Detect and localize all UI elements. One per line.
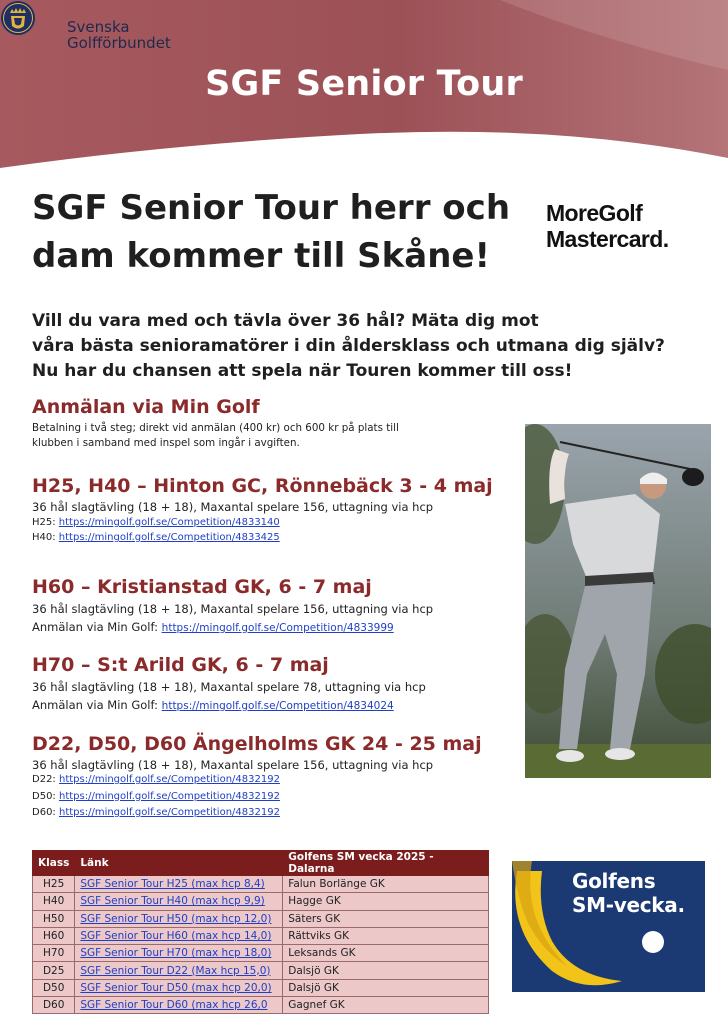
class-cell: H60	[33, 927, 75, 944]
table-row	[33, 910, 489, 927]
class-cell: D60	[33, 997, 75, 1014]
moregolf-mastercard-logo	[546, 200, 669, 252]
table-header-row	[33, 851, 489, 876]
event-links	[32, 515, 280, 545]
event-link-row	[32, 772, 280, 789]
table-row	[33, 962, 489, 979]
event-link-row	[32, 619, 394, 636]
event-links	[32, 772, 280, 822]
signup-text-line-2: klubben i samband med inspel som ingår i avgiften.	[32, 437, 300, 449]
event-links	[32, 619, 394, 636]
link-prefix: H25:	[32, 517, 59, 528]
venue-cell: Leksands GK	[283, 945, 489, 962]
event-title: H70 – S:t Arild GK, 6 - 7 maj	[32, 654, 329, 676]
event-links	[32, 697, 394, 714]
competition-link[interactable]: https://mingolf.golf.se/Competition/4834024	[161, 700, 394, 712]
class-cell: H50	[33, 910, 75, 927]
sm-line-2: SM-vecka.	[572, 893, 685, 917]
link-prefix: D50:	[32, 790, 59, 802]
table-row	[33, 893, 489, 910]
event-link-row	[32, 697, 394, 714]
golfens-sm-vecka-logo	[512, 861, 705, 992]
brand-line-2: Golfförbundet	[67, 34, 171, 52]
class-cell: D50	[33, 979, 75, 996]
tour-link[interactable]: SGF Senior Tour D60 (max hcp 26,0	[80, 999, 268, 1012]
venue-cell: Hagge GK	[283, 893, 489, 910]
event-desc: 36 hål slagtävling (18 + 18), Maxantal spelare 156, uttagning via hcp	[32, 602, 434, 616]
sm-line-1: Golfens	[572, 869, 656, 893]
link-prefix: Anmälan via Min Golf:	[32, 698, 162, 712]
headline	[32, 184, 512, 280]
link-prefix: D60:	[32, 807, 59, 818]
venue-cell: Gagnef GK	[283, 997, 489, 1014]
link-cell	[75, 945, 283, 962]
venue-cell: Falun Borlänge GK	[283, 876, 489, 893]
intro-text	[32, 309, 665, 384]
table-row	[33, 876, 489, 893]
sgf-crest-icon	[0, 0, 36, 36]
event-title: H60 – Kristianstad GK, 6 - 7 maj	[32, 576, 372, 598]
event-link-row	[32, 805, 280, 822]
page-title: SGF Senior Tour	[205, 64, 523, 104]
competition-link[interactable]: https://mingolf.golf.se/Competition/4832192	[58, 774, 280, 785]
signup-title: Anmälan via Min Golf	[32, 396, 260, 418]
link-cell	[75, 962, 283, 979]
link-cell	[75, 893, 283, 910]
table-row	[33, 927, 489, 944]
competition-link[interactable]: https://mingolf.golf.se/Competition/4832192	[58, 790, 280, 802]
event-title: H25, H40 – Hinton GC, Rönnebäck 3 - 4 maj	[32, 475, 493, 497]
tour-link[interactable]: SGF Senior Tour D22 (Max hcp 15,0)	[80, 964, 271, 977]
tour-link[interactable]: SGF Senior Tour D50 (max hcp 20,0)	[80, 981, 272, 994]
event-desc: 36 hål slagtävling (18 + 18), Maxantal spelare 78, uttagning via hcp	[32, 680, 426, 694]
column-header: Länk	[75, 851, 283, 876]
link-cell	[75, 876, 283, 893]
venue-cell: Rättviks GK	[283, 927, 489, 944]
table-row	[33, 945, 489, 962]
tour-link[interactable]: SGF Senior Tour H25 (max hcp 8,4)	[80, 878, 265, 891]
link-cell	[75, 997, 283, 1014]
competition-link[interactable]: https://mingolf.golf.se/Competition/4833425	[58, 532, 280, 543]
event-link-row	[32, 530, 280, 545]
competition-link[interactable]: https://mingolf.golf.se/Competition/4833999	[161, 622, 394, 634]
event-title: D22, D50, D60 Ängelholms GK 24 - 25 maj	[32, 733, 482, 755]
sm-vecka-text	[572, 869, 685, 917]
class-cell: H70	[33, 945, 75, 962]
signup-text	[32, 421, 399, 451]
golfer-photo	[525, 424, 711, 778]
competition-link[interactable]: https://mingolf.golf.se/Competition/4833140	[58, 517, 280, 528]
tour-link[interactable]: SGF Senior Tour H70 (max hcp 18,0)	[80, 947, 272, 960]
headline-line-1: SGF Senior Tour herr och	[32, 188, 511, 228]
link-prefix: D22:	[32, 774, 59, 785]
event-desc: 36 hål slagtävling (18 + 18), Maxantal spelare 156, uttagning via hcp	[32, 500, 434, 514]
intro-line-3: Nu har du chansen att spela när Touren kommer till oss!	[32, 361, 573, 381]
link-prefix: H40:	[32, 532, 59, 543]
link-prefix: Anmälan via Min Golf:	[32, 620, 162, 634]
intro-line-1: Vill du vara med och tävla över 36 hål? Mäta dig mot	[32, 311, 539, 331]
header-banner	[0, 0, 728, 175]
intro-line-2: våra bästa senioramatörer i din åldersklass och utmana dig själv?	[32, 336, 665, 356]
column-header: Klass	[33, 851, 75, 876]
signup-text-line-1: Betalning i två steg; direkt vid anmälan (400 kr) och 600 kr på plats till	[32, 422, 399, 434]
link-cell	[75, 910, 283, 927]
event-desc: 36 hål slagtävling (18 + 18), Maxantal spelare 156, uttagning via hcp	[32, 758, 434, 772]
venue-cell: Säters GK	[283, 910, 489, 927]
tour-link[interactable]: SGF Senior Tour H40 (max hcp 9,9)	[80, 895, 265, 908]
brand-line-1: Svenska	[67, 18, 130, 36]
venue-cell: Dalsjö GK	[283, 979, 489, 996]
sgf-brand	[67, 19, 171, 51]
link-cell	[75, 927, 283, 944]
class-cell: D25	[33, 962, 75, 979]
class-cell: H40	[33, 893, 75, 910]
sponsor-line-2: Mastercard.	[546, 226, 669, 252]
event-link-row	[32, 515, 280, 530]
class-cell: H25	[33, 876, 75, 893]
table-row	[33, 997, 489, 1014]
event-link-row	[32, 789, 280, 806]
headline-line-2: dam kommer till Skåne!	[32, 236, 490, 276]
link-cell	[75, 979, 283, 996]
tour-link[interactable]: SGF Senior Tour H50 (max hcp 12,0)	[80, 912, 272, 925]
sponsor-line-1: MoreGolf	[546, 200, 643, 226]
schedule-table	[32, 850, 489, 1014]
column-header: Golfens SM vecka 2025 - Dalarna	[283, 851, 489, 876]
venue-cell: Dalsjö GK	[283, 962, 489, 979]
competition-link[interactable]: https://mingolf.golf.se/Competition/4832192	[58, 807, 280, 818]
table-row	[33, 979, 489, 996]
tour-link[interactable]: SGF Senior Tour H60 (max hcp 14,0)	[80, 930, 272, 943]
